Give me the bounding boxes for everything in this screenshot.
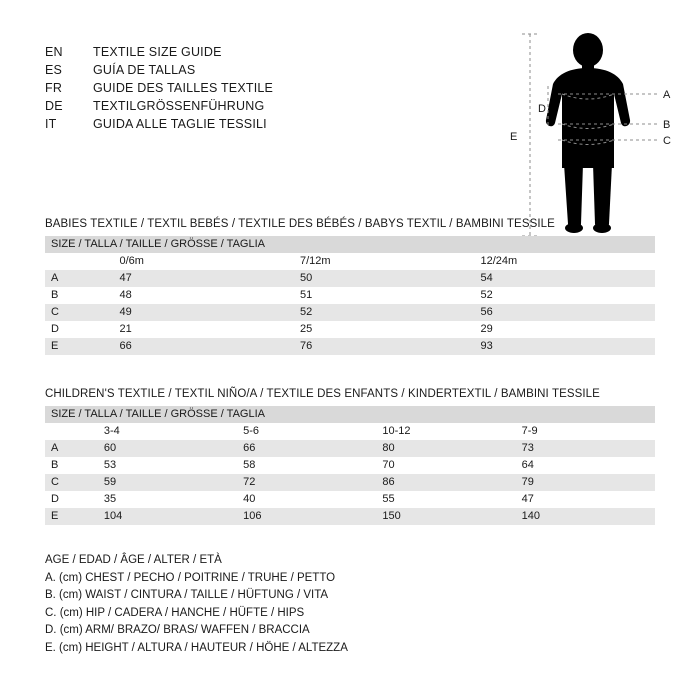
cell: 76: [299, 340, 313, 352]
cell: 25: [299, 323, 313, 335]
babies-size-header: SIZE / TALLA / TAILLE / GRÖSSE / TAGLIA: [45, 236, 655, 253]
figure-label-a: A: [663, 89, 671, 101]
language-title: GUIDE DES TAILLES TEXTILE: [93, 81, 274, 95]
table-row: [45, 474, 655, 491]
cell: 55: [382, 493, 395, 505]
cell: 80: [382, 442, 395, 454]
language-title-block: [45, 45, 465, 135]
babies-table-caption: BABIES TEXTILE / TEXTIL BEBÉS / TEXTILE DES BÉBÉS / BABYS TEXTIL / BAMBINI TESSILE: [45, 218, 555, 230]
table-row: [45, 440, 655, 457]
cell: 56: [480, 306, 493, 318]
column-header: 7/12m: [299, 255, 331, 267]
figure-label-b: B: [663, 119, 671, 131]
row-label: A: [51, 272, 59, 284]
cell: 73: [521, 442, 534, 454]
language-row: [45, 81, 465, 99]
table-row: [45, 321, 655, 338]
column-header: 0/6m: [119, 255, 144, 267]
cell: 54: [480, 272, 493, 284]
table-header-row: [45, 236, 655, 253]
cell: 60: [103, 442, 117, 454]
row-label: D: [51, 493, 59, 505]
row-label: E: [51, 510, 59, 522]
language-code: FR: [45, 81, 63, 95]
cell: 72: [243, 476, 256, 488]
cell: 86: [382, 476, 395, 488]
cell: 52: [299, 306, 313, 318]
language-row: [45, 99, 465, 117]
cell: 104: [103, 510, 123, 522]
cell: 93: [480, 340, 493, 352]
cell: 53: [103, 459, 117, 471]
cell: 106: [243, 510, 262, 522]
language-title: GUÍA DE TALLAS: [93, 63, 196, 77]
table-header-row: [45, 406, 655, 423]
column-corner: [45, 253, 113, 270]
column-header: 5-6: [243, 425, 260, 437]
legend-title: AGE / EDAD / ÂGE / ALTER / ETÀ: [45, 554, 222, 566]
language-code: DE: [45, 99, 63, 113]
language-code: EN: [45, 45, 63, 59]
cell: 70: [382, 459, 395, 471]
row-label: B: [51, 289, 59, 301]
children-size-header: SIZE / TALLA / TAILLE / GRÖSSE / TAGLIA: [45, 406, 655, 423]
cell: 50: [299, 272, 313, 284]
cell: 66: [119, 340, 132, 352]
row-label: C: [51, 306, 59, 318]
children-size-table: [45, 406, 655, 525]
column-header: 10-12: [382, 425, 411, 437]
table-row: [45, 304, 655, 321]
language-code: IT: [45, 117, 57, 131]
row-label: B: [51, 459, 59, 471]
cell: 64: [521, 459, 534, 471]
column-corner: [45, 423, 98, 440]
babies-table-block: [45, 218, 655, 355]
babies-size-table: [45, 236, 655, 355]
cell: 47: [521, 493, 534, 505]
row-label: C: [51, 476, 59, 488]
cell: 49: [119, 306, 132, 318]
language-row: [45, 63, 465, 81]
row-label: E: [51, 340, 59, 352]
cell: 29: [480, 323, 493, 335]
column-header: 7-9: [521, 425, 538, 437]
language-title: TEXTILGRÖSSENFÜHRUNG: [93, 99, 265, 113]
table-column-row: [45, 423, 655, 440]
legend-line-a: A. (cm) CHEST / PECHO / POITRINE / TRUHE / PETTO: [45, 571, 336, 584]
figure-label-e: E: [510, 131, 518, 143]
cell: 150: [382, 510, 401, 522]
language-row: [45, 45, 465, 63]
table-row: [45, 491, 655, 508]
cell: 66: [243, 442, 256, 454]
language-row: [45, 117, 465, 135]
table-column-row: [45, 253, 655, 270]
table-row: [45, 457, 655, 474]
language-title: TEXTILE SIZE GUIDE: [93, 45, 222, 59]
row-label: A: [51, 442, 59, 454]
legend-line-c: C. (cm) HIP / CADERA / HANCHE / HÜFTE / HIPS: [45, 606, 305, 619]
cell: 52: [480, 289, 493, 301]
cell: 59: [103, 476, 117, 488]
legend-line-d: D. (cm) ARM/ BRAZO/ BRAS/ WAFFEN / BRACCIA: [45, 624, 310, 636]
children-table-caption: CHILDREN'S TEXTILE / TEXTIL NIÑO/A / TEXTILE DES ENFANTS / KINDERTEXTIL / BAMBINI TESSILE: [45, 388, 600, 400]
figure-label-c: C: [663, 135, 671, 147]
cell: 58: [243, 459, 256, 471]
children-table-block: [45, 388, 655, 525]
language-title: GUIDA ALLE TAGLIE TESSILI: [93, 117, 267, 131]
figure-label-d: D: [538, 103, 546, 115]
table-row: [45, 270, 655, 287]
cell: 40: [243, 493, 256, 505]
cell: 140: [521, 510, 541, 522]
cell: 47: [119, 272, 132, 284]
cell: 79: [521, 476, 534, 488]
cell: 21: [119, 323, 132, 335]
cell: 51: [299, 289, 313, 301]
row-label: D: [51, 323, 59, 335]
language-code: ES: [45, 63, 63, 77]
legend-line-b: B. (cm) WAIST / CINTURA / TAILLE / HÜFTUNG / VITA: [45, 589, 329, 601]
legend-line-e: E. (cm) HEIGHT / ALTURA / HAUTEUR / HÖHE / ALTEZZA: [45, 641, 348, 654]
column-header: 3-4: [103, 425, 120, 437]
column-header: 12/24m: [480, 255, 518, 267]
table-row: [45, 508, 655, 525]
cell: 35: [103, 493, 117, 505]
table-row: [45, 287, 655, 304]
measurement-legend: [45, 552, 605, 657]
cell: 48: [119, 289, 132, 301]
table-row: [45, 338, 655, 355]
